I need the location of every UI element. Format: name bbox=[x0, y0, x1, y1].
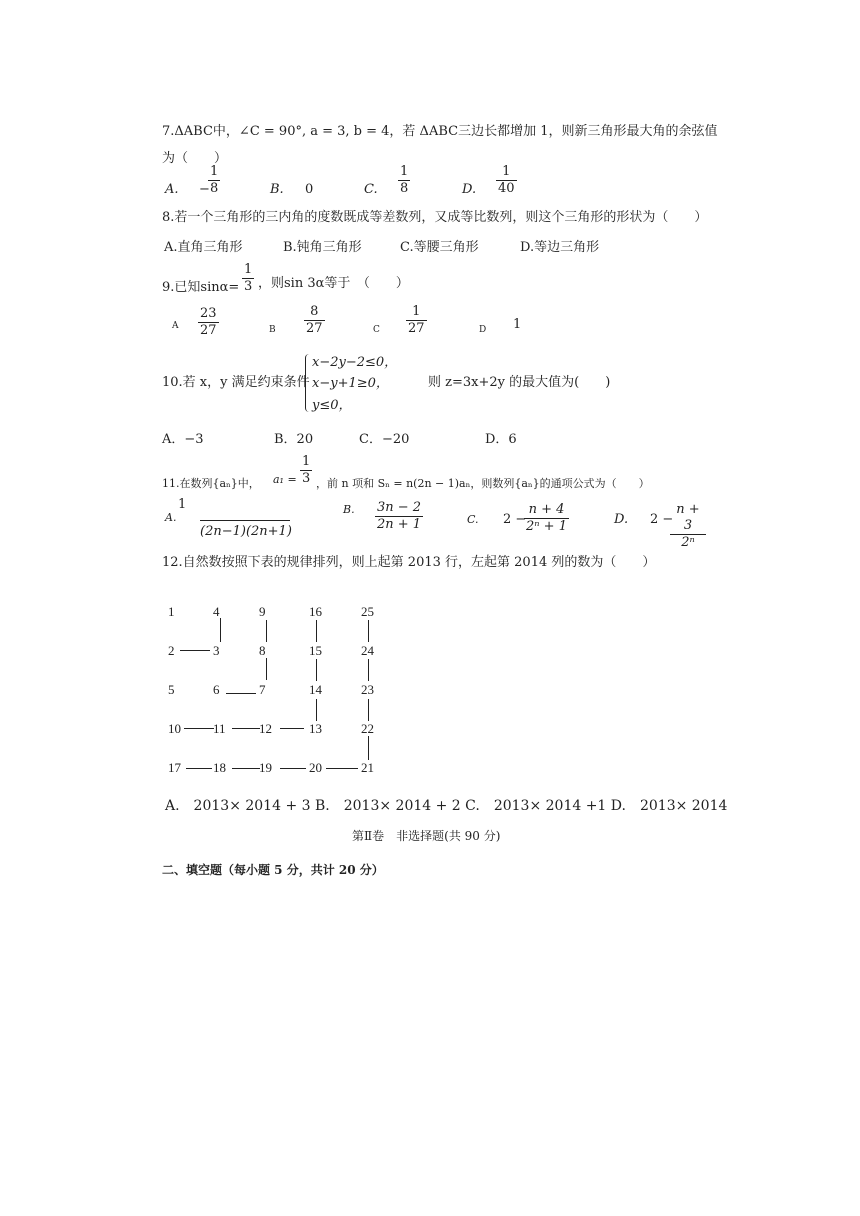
q11-stem-pre: 11.在数列{aₙ}中， bbox=[162, 477, 260, 490]
q8-option-b: B.钝角三角形 bbox=[283, 240, 362, 255]
grid-number: 19 bbox=[259, 760, 272, 775]
grid-number: 20 bbox=[309, 760, 322, 775]
part-2-title: 第Ⅱ卷 非选择题(共 90 分) bbox=[352, 829, 501, 843]
q11-option-a-bar bbox=[200, 520, 290, 521]
grid-connector bbox=[316, 659, 317, 681]
grid-number: 14 bbox=[309, 682, 322, 697]
q9-option-a-label: A bbox=[172, 321, 179, 331]
grid-connector bbox=[184, 728, 214, 729]
q10-option-c: C．−20 bbox=[359, 432, 410, 447]
grid-connector bbox=[368, 659, 369, 681]
q9-option-d-value: 1 bbox=[513, 317, 522, 332]
grid-number: 24 bbox=[361, 643, 374, 658]
q11-option-d-label: D. bbox=[614, 512, 629, 527]
q9-option-c-label: C bbox=[373, 325, 380, 335]
grid-number: 12 bbox=[259, 721, 272, 736]
q9-stem-post: ，则sin 3α等于 （ ） bbox=[258, 276, 409, 291]
q10-option-a: A．−3 bbox=[162, 432, 204, 447]
q12-stem: 12.自然数按照下表的规律排列，则上起第 2013 行，左起第 2014 列的数为（ ） bbox=[162, 555, 656, 570]
q10-brace bbox=[305, 354, 312, 412]
q11-option-d-fraction-clip bbox=[670, 502, 706, 550]
q11-option-b-label: B. bbox=[343, 503, 355, 516]
grid-number: 16 bbox=[309, 604, 322, 619]
q7-option-c-label: C. bbox=[364, 182, 378, 197]
grid-connector bbox=[368, 736, 369, 760]
q11-option-a-label: A. bbox=[165, 511, 177, 524]
q7-option-b-value: 0 bbox=[305, 182, 314, 197]
grid-connector bbox=[232, 768, 260, 769]
grid-connector bbox=[232, 728, 260, 729]
q10-constraint-1: x−2y−2≤0， bbox=[312, 355, 398, 370]
grid-number: 7 bbox=[259, 682, 266, 697]
grid-number: 2 bbox=[168, 643, 175, 658]
q9-option-b-fraction: 8 27 bbox=[306, 304, 323, 336]
q7-option-a-fraction: 1 8 bbox=[210, 164, 219, 196]
q9-option-d-label: D bbox=[479, 325, 487, 335]
q8-option-c: C.等腰三角形 bbox=[400, 240, 479, 255]
q11-stem-post: ，前 n 项和 Sₙ = n(2n − 1)aₙ，则数列{aₙ}的通项公式为（ ） bbox=[316, 477, 650, 490]
grid-connector bbox=[226, 693, 256, 694]
q10-constraint-2: x−y+1≥0， bbox=[312, 376, 389, 391]
grid-connector bbox=[368, 620, 369, 642]
grid-number: 21 bbox=[361, 760, 374, 775]
grid-connector bbox=[280, 728, 304, 729]
q10-constraint-3: y≤0， bbox=[312, 398, 352, 413]
q11-option-b-fraction: 3n − 2 2n + 1 bbox=[377, 500, 422, 532]
q10-option-d: D．6 bbox=[485, 432, 517, 447]
grid-connector bbox=[180, 650, 210, 651]
grid-number: 8 bbox=[259, 643, 266, 658]
q7-stem-cont: 为（ ） bbox=[162, 151, 228, 166]
q11-option-a-den: (2n−1)(2n+1) bbox=[200, 524, 292, 539]
grid-connector bbox=[316, 699, 317, 721]
q7-stem: 7.ΔABC中，∠C = 90°, a = 3, b = 4，若 ΔABC三边长都增加 1，则新三角形最大角的余弦值 bbox=[162, 124, 718, 139]
q8-option-d: D.等边三角形 bbox=[520, 240, 600, 255]
q7-option-a-sign: − bbox=[199, 182, 210, 197]
grid-number: 1 bbox=[168, 604, 175, 619]
grid-connector bbox=[186, 768, 212, 769]
q9-option-b-label: B bbox=[269, 325, 276, 335]
grid-number: 4 bbox=[213, 604, 220, 619]
q7-option-d-label: D. bbox=[462, 182, 477, 197]
grid-number: 25 bbox=[361, 604, 374, 619]
q10-option-b: B．20 bbox=[274, 432, 314, 447]
q7-option-a-label: A. bbox=[165, 182, 179, 197]
grid-connector bbox=[280, 768, 306, 769]
q9-stem-pre: 9.已知sinα= bbox=[162, 280, 240, 295]
grid-number: 18 bbox=[213, 760, 226, 775]
q11-a1-label: a₁ = bbox=[273, 473, 297, 486]
grid-number: 9 bbox=[259, 604, 266, 619]
q7-option-c-fraction: 1 8 bbox=[400, 164, 409, 196]
grid-number: 13 bbox=[309, 721, 322, 736]
q11-option-d-prefix: 2 − bbox=[650, 512, 674, 527]
q11-option-c-fraction: n + 4 2ⁿ + 1 bbox=[526, 502, 567, 534]
grid-connector bbox=[326, 768, 358, 769]
q9-sin-fraction: 1 3 bbox=[244, 262, 253, 294]
grid-connector bbox=[316, 620, 317, 642]
grid-connector bbox=[266, 620, 267, 642]
grid-number: 6 bbox=[213, 682, 220, 697]
q12-options: A. 2013× 2014 + 3 B. 2013× 2014 + 2 C. 2013× 2014 +1 D. 2013× 2014 bbox=[165, 798, 728, 814]
grid-number: 15 bbox=[309, 643, 322, 658]
q10-objective: 则 z=3x+2y 的最大值为( ) bbox=[428, 375, 611, 390]
grid-connector bbox=[266, 658, 267, 680]
grid-number: 10 bbox=[168, 721, 181, 736]
grid-number: 22 bbox=[361, 721, 374, 736]
q11-option-a-num: 1 bbox=[178, 497, 187, 512]
q8-option-a: A.直角三角形 bbox=[164, 240, 243, 255]
q7-option-b-label: B. bbox=[270, 182, 284, 197]
q9-option-c-fraction: 1 27 bbox=[408, 304, 425, 336]
grid-number: 5 bbox=[168, 682, 175, 697]
q9-option-a-fraction: 23 27 bbox=[200, 306, 217, 338]
section-2-heading: 二、填空题（每小题 5 分，共计 20 分） bbox=[162, 863, 384, 877]
q7-option-d-fraction: 1 40 bbox=[498, 164, 515, 196]
q11-option-c-prefix: 2 − bbox=[503, 512, 527, 527]
grid-number: 17 bbox=[168, 760, 181, 775]
q10-stem: 10.若 x，y 满足约束条件 bbox=[162, 375, 310, 390]
grid-connector bbox=[220, 618, 221, 642]
q11-option-d-fraction: n + 3 2ⁿ bbox=[670, 502, 706, 551]
grid-number: 23 bbox=[361, 682, 374, 697]
grid-number: 11 bbox=[213, 721, 226, 736]
grid-number: 3 bbox=[213, 643, 220, 658]
q11-option-c-label: C. bbox=[467, 513, 479, 526]
grid-connector bbox=[368, 699, 369, 721]
q11-a1-fraction: 1 3 bbox=[302, 454, 311, 486]
q8-stem: 8.若一个三角形的三内角的度数既成等差数列，又成等比数列，则这个三角形的形状为（ ） bbox=[162, 210, 708, 225]
